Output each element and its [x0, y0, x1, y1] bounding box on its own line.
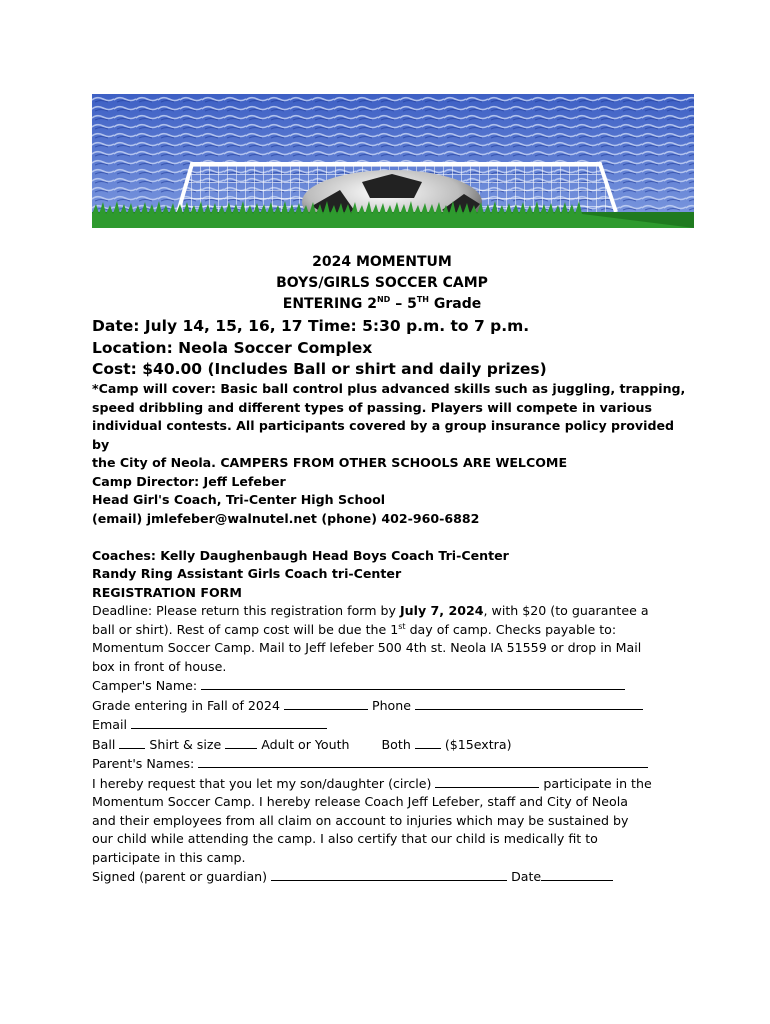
signature-field[interactable] [271, 867, 507, 881]
deadline-date: July 7, 2024 [399, 603, 484, 618]
registration-heading: REGISTRATION FORM [92, 584, 242, 600]
camp-director: Camp Director: Jeff Lefeber [92, 473, 286, 489]
camp-cover-line-2: speed dribbling and different types of passing. Players will compete in various [92, 399, 653, 415]
release-line-3: and their employees from all claim on account to injuries which may be sustained by [92, 812, 629, 828]
phone-field[interactable] [415, 696, 643, 710]
parents-names-label: Parent's Names: [92, 756, 199, 771]
deadline-line-4: box in front of house. [92, 658, 227, 674]
deadline-line-3: Momentum Soccer Camp. Mail to Jeff lefeber 500 4th st. Neola IA 51559 or drop in Mail [92, 640, 642, 655]
camp-cost: Cost: $40.00 (Includes Ball or shirt and daily prizes) [92, 360, 547, 378]
camp-cover-line-3: individual contests. All participants covered by a group insurance policy provided by [92, 418, 675, 452]
deadline-text-b: , with $20 (to guarantee a [483, 603, 649, 618]
grade-field[interactable] [284, 696, 368, 710]
camp-details [92, 380, 692, 887]
signature-row [92, 867, 692, 887]
both-label: Both [381, 736, 415, 752]
ball-shirt-row [92, 735, 692, 755]
title-grade-sup-1: ND [376, 295, 391, 304]
camp-director-role: Head Girl's Coach, Tri-Center High School [92, 492, 386, 507]
title-grade-c: Grade [428, 296, 482, 312]
title-line-1: 2024 MOMENTUM [312, 254, 452, 270]
deadline-line-1 [92, 602, 692, 621]
campers-name-field[interactable] [201, 676, 625, 690]
campers-name-label: Camper's Name: [92, 678, 202, 693]
deadline-line-2-sup: st [398, 621, 406, 631]
son-daughter-field[interactable] [435, 774, 539, 788]
email-field[interactable] [131, 715, 327, 729]
title-grade-b: – 5 [390, 296, 417, 312]
soccer-banner-image [92, 94, 694, 228]
title-grade-sup-2: TH [416, 295, 429, 304]
camp-location: Location: Neola Soccer Complex [92, 338, 373, 357]
extra-label: ($15extra) [440, 736, 512, 752]
camp-title-block [92, 252, 672, 315]
deadline-line-2-b: day of camp. Checks payable to: [405, 621, 617, 637]
title-grade-a: ENTERING 2 [282, 296, 377, 312]
coaches-line-1: Coaches: Kelly Daughenbaugh Head Boys Coach Tri-Center [92, 547, 509, 563]
grade-label: Grade entering in Fall of 2024 [92, 697, 284, 713]
title-line-2: BOYS/GIRLS SOCCER CAMP [276, 275, 488, 291]
release-1-a: I hereby request that you let my son/daughter (circle) [92, 775, 436, 791]
deadline-text: Deadline: Please return this registration form by [92, 603, 400, 618]
email-label: Email [92, 717, 131, 732]
campers-name-row [92, 676, 692, 696]
camp-date-time: Date: July 14, 15, 16, 17 Time: 5:30 p.m. to 7 p.m. [92, 317, 530, 335]
release-line-1 [92, 774, 692, 794]
coaches-line-2: Randy Ring Assistant Girls Coach tri-Center [92, 566, 402, 581]
adult-youth-label: Adult or Youth [257, 736, 350, 752]
ball-field[interactable] [119, 735, 145, 749]
camp-contact: (email) jmlefeber@walnutel.net (phone) 402-960-6882 [92, 510, 480, 526]
signed-label: Signed (parent or guardian) [92, 869, 272, 884]
parents-names-row [92, 754, 692, 774]
release-1-b: participate in the [539, 775, 652, 791]
phone-label: Phone [367, 697, 415, 713]
release-line-2: Momentum Soccer Camp. I hereby release Coach Jeff Lefeber, staff and City of Neola [92, 794, 628, 809]
date-label: Date [507, 869, 542, 884]
camp-summary [92, 316, 692, 381]
date-field[interactable] [541, 867, 613, 881]
ball-label: Ball [92, 736, 120, 752]
release-line-4: our child while attending the camp. I also certify that our child is medically fit to [92, 831, 598, 846]
grade-phone-row [92, 696, 692, 716]
title-line-3 [92, 294, 672, 315]
release-line-5: participate in this camp. [92, 849, 246, 865]
both-field[interactable] [415, 735, 441, 749]
parents-names-field[interactable] [198, 754, 648, 768]
deadline-line-2 [92, 621, 692, 640]
email-row [92, 715, 692, 735]
deadline-line-2-a: ball or shirt). Rest of camp cost will be due the 1 [92, 621, 399, 637]
camp-cover-line-4: the City of Neola. CAMPERS FROM OTHER SCHOOLS ARE WELCOME [92, 455, 568, 470]
shirt-size-field[interactable] [225, 735, 257, 749]
shirt-label: Shirt & size [145, 736, 226, 752]
camp-cover-line-1: *Camp will cover: Basic ball control plus advanced skills such as juggling, trapping, [92, 381, 686, 396]
